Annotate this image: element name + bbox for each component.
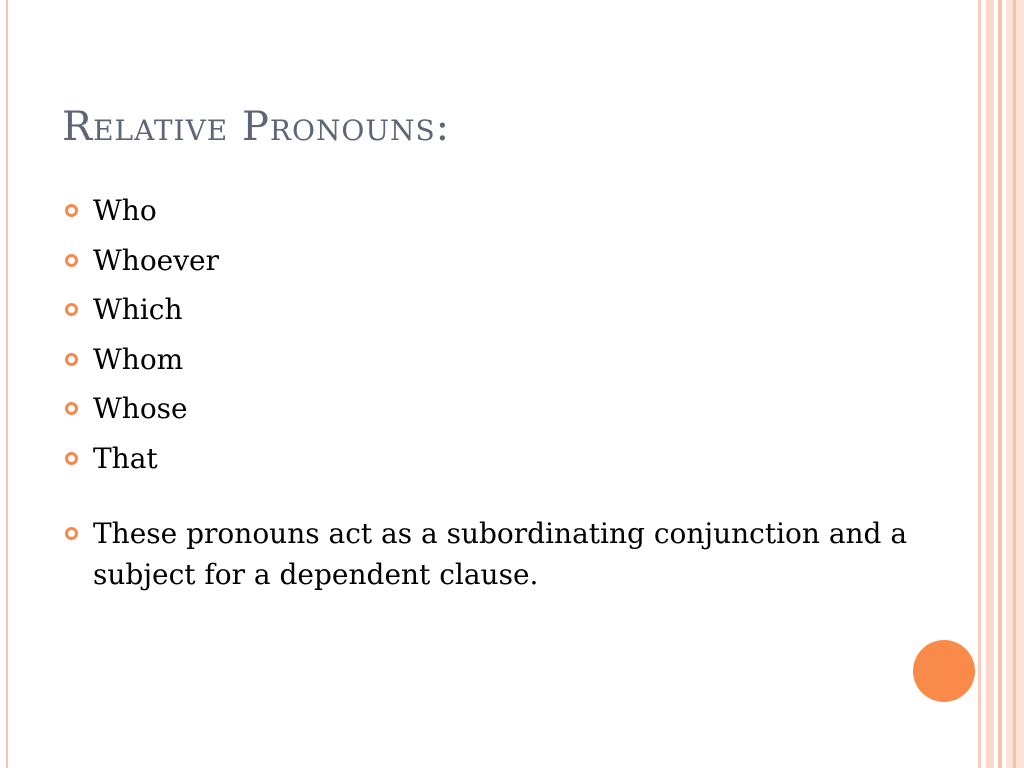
bullet-text: Whom <box>93 342 184 376</box>
right-stripe <box>1013 0 1016 768</box>
bullet-item <box>62 285 942 335</box>
bullet-text: Who <box>93 194 157 227</box>
bullet-note-text: These pronouns act as a subordinating conjunction and a subject for a dependent clause. <box>93 517 908 591</box>
ring-bullet-icon <box>65 204 78 217</box>
left-border-line <box>6 0 8 768</box>
ring-bullet-icon <box>65 303 78 316</box>
bullet-item <box>62 335 942 385</box>
right-stripe <box>986 0 994 768</box>
ring-bullet-icon <box>65 527 78 540</box>
ring-bullet-icon <box>65 353 78 366</box>
right-stripe <box>998 0 1002 768</box>
bullet-item <box>62 186 942 236</box>
ring-bullet-icon <box>65 254 78 267</box>
bullet-text: Whoever <box>93 243 220 277</box>
right-stripe <box>978 0 981 768</box>
bullet-list <box>62 186 942 595</box>
bullet-text: Whose <box>93 392 188 425</box>
bullet-item <box>62 384 942 434</box>
bullet-text: Which <box>93 293 183 326</box>
slide-title: Relative Pronouns: <box>62 104 451 150</box>
ring-bullet-icon <box>65 452 78 465</box>
bullet-item <box>62 434 942 484</box>
bullet-text: That <box>93 441 158 475</box>
bullet-item <box>62 236 942 286</box>
orange-circle-decoration <box>913 640 975 702</box>
bullet-item-note <box>62 513 942 595</box>
ring-bullet-icon <box>65 402 78 415</box>
